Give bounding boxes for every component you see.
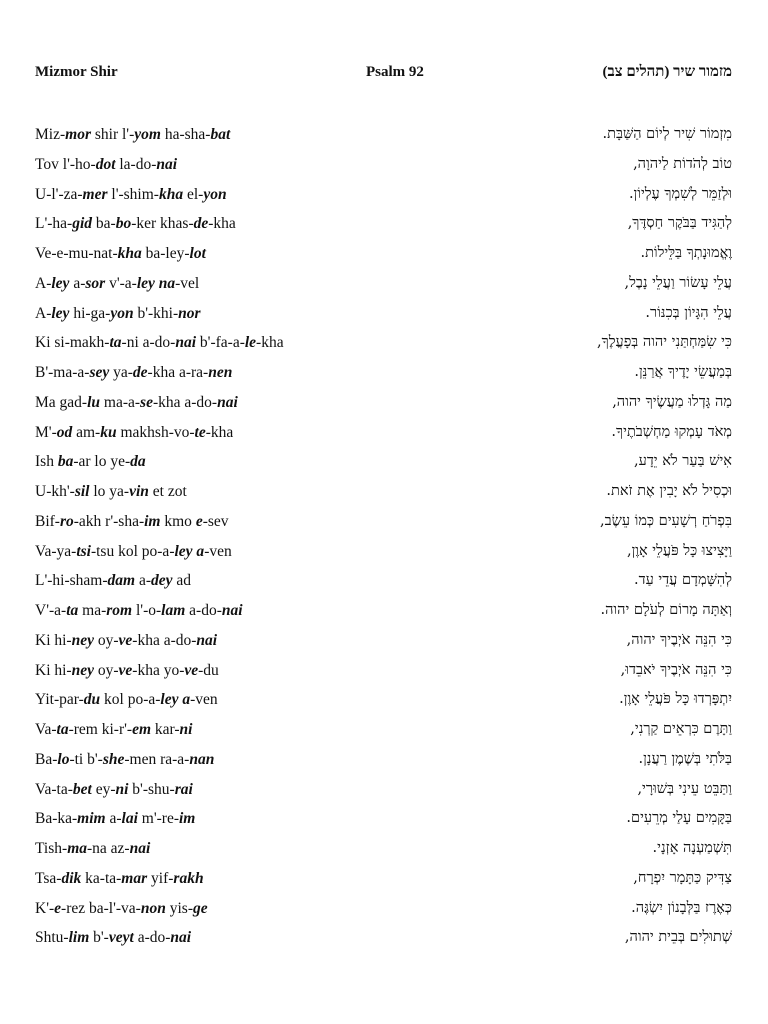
verse-line: [35, 447, 732, 477]
verse-line: [35, 685, 732, 715]
verse-transliteration: B'-ma-a-sey ya-de-kha a-ra-nen: [35, 364, 233, 381]
verse-hebrew: לְהַגִּיד בַּבֹּקֶר חַסְדֶּךָ,: [627, 215, 732, 232]
header-title-transliteration: Mizmor Shir: [35, 64, 118, 80]
stressed-syllable: lo: [57, 750, 70, 768]
stressed-syllable: nor: [178, 304, 201, 322]
stressed-syllable: du: [83, 691, 101, 709]
verse-hebrew: כִּי הִנֵּה אֹיְבֶיךָ יֹאבֵדוּ,: [620, 661, 732, 678]
verse-hebrew: עֲלֵי עָשׂוֹר וַעֲלֵי נָבֶל,: [624, 274, 732, 291]
stressed-syllable: rakh: [173, 869, 204, 887]
stressed-syllable: ta: [56, 721, 69, 738]
header-title-psalm: Psalm 92: [366, 64, 424, 80]
stressed-syllable: se: [140, 393, 153, 411]
verse-line: [35, 209, 732, 239]
verse-line: [35, 566, 732, 596]
stressed-syllable: de: [132, 364, 148, 381]
verse-transliteration: U-l'-za-mer l'-shim-kha el-yon: [35, 185, 227, 203]
stressed-syllable: ney: [71, 661, 94, 679]
stressed-syllable: lim: [68, 929, 90, 947]
stressed-syllable: le: [244, 334, 257, 352]
verse-transliteration: Va-ya-tsi-tsu kol po-a-ley a-ven: [35, 542, 232, 560]
verse-line: [35, 596, 732, 626]
verse-hebrew: וּכְסִיל לֹא יָבִין אֶת זֹאת.: [606, 483, 732, 499]
verse-transliteration: K'-e-rez ba-l'-va-non yis-ge: [35, 899, 208, 917]
stressed-syllable: dik: [61, 869, 82, 887]
verse-line: [35, 507, 732, 537]
stressed-syllable: nai: [175, 334, 197, 352]
verse-transliteration: Ki hi-ney oy-ve-kha a-do-nai: [35, 631, 218, 649]
verse-line: [35, 656, 732, 686]
verse-hebrew: וַתַּבֵּט עֵינִי בְּשׁוּרָי,: [637, 780, 732, 797]
verse-transliteration: Tov l'-ho-dot la-do-nai: [35, 155, 178, 173]
verse-transliteration: Va-ta-rem ki-r'-em kar-ni: [35, 721, 193, 738]
stressed-syllable: nan: [189, 750, 215, 768]
stressed-syllable: nai: [170, 929, 192, 947]
stressed-syllable: ni: [115, 780, 129, 798]
verse-line: [35, 775, 732, 805]
stressed-syllable: te: [194, 423, 206, 441]
stressed-syllable: ve: [184, 661, 199, 679]
verse-hebrew: אִישׁ בַּעַר לֹא יֵדָע,: [634, 453, 732, 470]
stressed-syllable: vin: [129, 483, 149, 500]
stressed-syllable: lot: [189, 245, 206, 262]
verse-line: [35, 180, 732, 210]
verse-hebrew: לְהִשָּׁמְדָם עֲדֵי עַד.: [634, 572, 732, 589]
stressed-syllable: nai: [217, 393, 238, 411]
stressed-syllable: da: [130, 453, 146, 471]
stressed-syllable: de: [193, 215, 209, 233]
verse-hebrew: בַּקָּמִים עָלַי מְרֵעִים.: [626, 810, 732, 827]
verse-transliteration: Ki si-makh-ta-ni a-do-nai b'-fa-a-le-kha: [35, 334, 284, 352]
verse-line: [35, 537, 732, 567]
stressed-syllable: non: [140, 899, 166, 917]
verse-hebrew: בִּפְרֹחַ רְשָׁעִים כְּמוֹ עֵשֶׂב,: [599, 512, 732, 529]
verse-line: [35, 745, 732, 775]
verse-hebrew: בְּמַעֲשֵׂי יָדֶיךָ אֲרַנֵּן.: [634, 364, 732, 380]
stressed-syllable: veyt: [108, 929, 134, 947]
verse-hebrew: צַדִּיק כַּתָּמָר יִפְרָח,: [633, 869, 732, 886]
stressed-syllable: nai: [196, 631, 218, 649]
stressed-syllable: gid: [72, 215, 93, 233]
stressed-syllable: sil: [74, 483, 90, 500]
verse-line: [35, 715, 732, 745]
verse-transliteration: Ba-lo-ti b'-she-men ra-a-nan: [35, 750, 215, 768]
verse-line: [35, 477, 732, 507]
verse-transliteration: Bif-ro-akh r'-sha-im kmo e-sev: [35, 512, 229, 530]
stressed-syllable: nen: [208, 364, 233, 381]
stressed-syllable: yom: [134, 126, 161, 143]
verse-transliteration: Ish ba-ar lo ye-da: [35, 453, 146, 471]
verse-transliteration: V'-a-ta ma-rom l'-o-lam a-do-nai: [35, 602, 243, 619]
stressed-syllable: sor: [85, 274, 106, 292]
verse-hebrew: מַה גָּדְלוּ מַעֲשֶׂיךָ יהוה,: [612, 393, 732, 410]
stressed-syllable: nai: [156, 155, 178, 173]
verse-transliteration: A-ley a-sor v'-a-ley na-vel: [35, 274, 200, 292]
stressed-syllable: rai: [174, 780, 193, 798]
stressed-syllable: mer: [82, 185, 108, 203]
stressed-syllable: mar: [121, 869, 148, 887]
stressed-syllable: ta: [66, 602, 79, 619]
verse-hebrew: וַתָּרֶם כִּרְאֵים קַרְנִי,: [630, 721, 732, 737]
verse-transliteration: Tish-ma-na az-nai: [35, 840, 151, 857]
stressed-syllable: lai: [121, 810, 138, 828]
verse-line: [35, 358, 732, 388]
stressed-syllable: im: [178, 810, 196, 828]
stressed-syllable: rom: [106, 602, 133, 619]
verse-line: [35, 804, 732, 834]
verse-line: [35, 150, 732, 180]
stressed-syllable: ley a: [174, 542, 205, 560]
stressed-syllable: ve: [118, 631, 133, 649]
verse-line: [35, 328, 732, 358]
verse-hebrew: תִּשְׁמַעְנָה אָזְנָי.: [652, 840, 732, 856]
stressed-syllable: ro: [59, 512, 74, 530]
stressed-syllable: od: [56, 423, 73, 441]
stressed-syllable: ve: [118, 661, 133, 679]
verse-transliteration: Ki hi-ney oy-ve-kha yo-ve-du: [35, 661, 219, 679]
verse-hebrew: וְאַתָּה מָרוֹם לְעֹלָם יהוה.: [600, 602, 732, 618]
stressed-syllable: na: [158, 274, 176, 292]
stressed-syllable: ba: [57, 453, 74, 471]
stressed-syllable: ley: [51, 274, 70, 292]
verse-line: [35, 120, 732, 150]
verse-list: [35, 120, 732, 953]
verse-line: [35, 864, 732, 894]
verse-line: [35, 923, 732, 953]
verse-transliteration: Yit-par-du kol po-a-ley a-ven: [35, 691, 218, 709]
verse-hebrew: שְׁתוּלִים בְּבֵית יהוה,: [624, 929, 732, 946]
stressed-syllable: yon: [110, 304, 134, 322]
verse-transliteration: M'-od am-ku makhsh-vo-te-kha: [35, 423, 234, 441]
stressed-syllable: ku: [100, 423, 117, 441]
verse-transliteration: L'-hi-sham-dam a-dey ad: [35, 572, 192, 590]
verse-transliteration: Tsa-dik ka-ta-mar yif-rakh: [35, 869, 204, 887]
verse-hebrew: יִתְפָּרְדוּ כָּל פֹּעֲלֵי אָוֶן.: [619, 691, 732, 708]
stressed-syllable: mim: [77, 810, 106, 828]
stressed-syllable: ney: [71, 631, 94, 649]
header-title-hebrew: מזמור שיר (תהלים צב): [602, 64, 732, 80]
verse-transliteration: A-ley hi-ga-yon b'-khi-nor: [35, 304, 201, 322]
stressed-syllable: ley: [136, 274, 155, 292]
stressed-syllable: bo: [115, 215, 132, 233]
verse-line: [35, 239, 732, 269]
stressed-syllable: tsi: [76, 542, 91, 560]
verse-line: [35, 834, 732, 864]
stressed-syllable: im: [144, 512, 161, 530]
stressed-syllable: lam: [161, 602, 186, 619]
verse-hebrew: כִּי שִׂמַּחְתַּנִי יהוה בְּפָעֳלֶךָ,: [596, 334, 732, 351]
verse-transliteration: Va-ta-bet ey-ni b'-shu-rai: [35, 780, 193, 798]
stressed-syllable: dam: [107, 572, 136, 590]
verse-hebrew: כִּי הִנֵּה אֹיְבֶיךָ יהוה,: [626, 631, 732, 648]
stressed-syllable: yon: [203, 185, 227, 203]
verse-line: [35, 388, 732, 418]
verse-hebrew: בַּלֹּתִי בְּשֶׁמֶן רַעֲנָן.: [638, 750, 732, 767]
verse-hebrew: וַיָּצִיצוּ כָּל פֹּעֲלֵי אָוֶן,: [626, 542, 732, 559]
verse-transliteration: Miz-mor shir l'-yom ha-sha-bat: [35, 126, 231, 143]
verse-hebrew: וֶאֱמוּנָתְךָ בַּלֵּילוֹת.: [640, 245, 732, 261]
verse-hebrew: עֲלֵי הִגָּיוֹן בְּכִנּוֹר.: [645, 304, 732, 321]
stressed-syllable: ta: [109, 334, 122, 352]
stressed-syllable: e: [54, 899, 62, 917]
stressed-syllable: nai: [221, 602, 243, 619]
verse-transliteration: Shtu-lim b'-veyt a-do-nai: [35, 929, 192, 947]
stressed-syllable: em: [132, 721, 151, 738]
stressed-syllable: kha: [158, 185, 184, 203]
stressed-syllable: sey: [89, 364, 110, 381]
stressed-syllable: ley a: [160, 691, 191, 709]
stressed-syllable: bet: [72, 780, 92, 798]
stressed-syllable: dot: [95, 155, 116, 173]
stressed-syllable: bat: [210, 126, 231, 143]
verse-transliteration: Ve-e-mu-nat-kha ba-ley-lot: [35, 245, 206, 262]
verse-hebrew: טוֹב לְהֹדוֹת לַיהוָה,: [633, 155, 732, 172]
verse-line: [35, 418, 732, 448]
stressed-syllable: ma: [67, 840, 87, 857]
verse-hebrew: מְאֹד עָמְקוּ מַחְשְׁבֹתֶיךָ.: [611, 423, 732, 440]
stressed-syllable: e: [195, 512, 203, 530]
verse-hebrew: כְּאֶרֶז בַּלְּבָנוֹן יִשְׂגֶּה.: [631, 899, 732, 916]
verse-transliteration: Ma gad-lu ma-a-se-kha a-do-nai: [35, 393, 238, 411]
verse-line: [35, 269, 732, 299]
stressed-syllable: ley: [51, 304, 70, 322]
page-header: [35, 64, 732, 86]
verse-hebrew: מִזְמוֹר שִׁיר לְיוֹם הַשַּׁבָּת.: [602, 126, 732, 142]
stressed-syllable: ge: [192, 899, 208, 917]
verse-transliteration: Ba-ka-mim a-lai m'-re-im: [35, 810, 196, 828]
stressed-syllable: nai: [129, 840, 151, 857]
verse-transliteration: U-kh'-sil lo ya-vin et zot: [35, 483, 187, 500]
stressed-syllable: dey: [151, 572, 173, 590]
verse-line: [35, 299, 732, 329]
stressed-syllable: she: [102, 750, 125, 768]
stressed-syllable: lu: [87, 393, 101, 411]
stressed-syllable: kha: [117, 245, 142, 262]
stressed-syllable: ni: [179, 721, 193, 738]
verse-line: [35, 626, 732, 656]
verse-hebrew: וּלְזַמֵּר לְשִׁמְךָ עֶלְיוֹן.: [628, 185, 732, 202]
verse-transliteration: L'-ha-gid ba-bo-ker khas-de-kha: [35, 215, 236, 233]
verse-line: [35, 894, 732, 924]
stressed-syllable: mor: [65, 126, 91, 143]
